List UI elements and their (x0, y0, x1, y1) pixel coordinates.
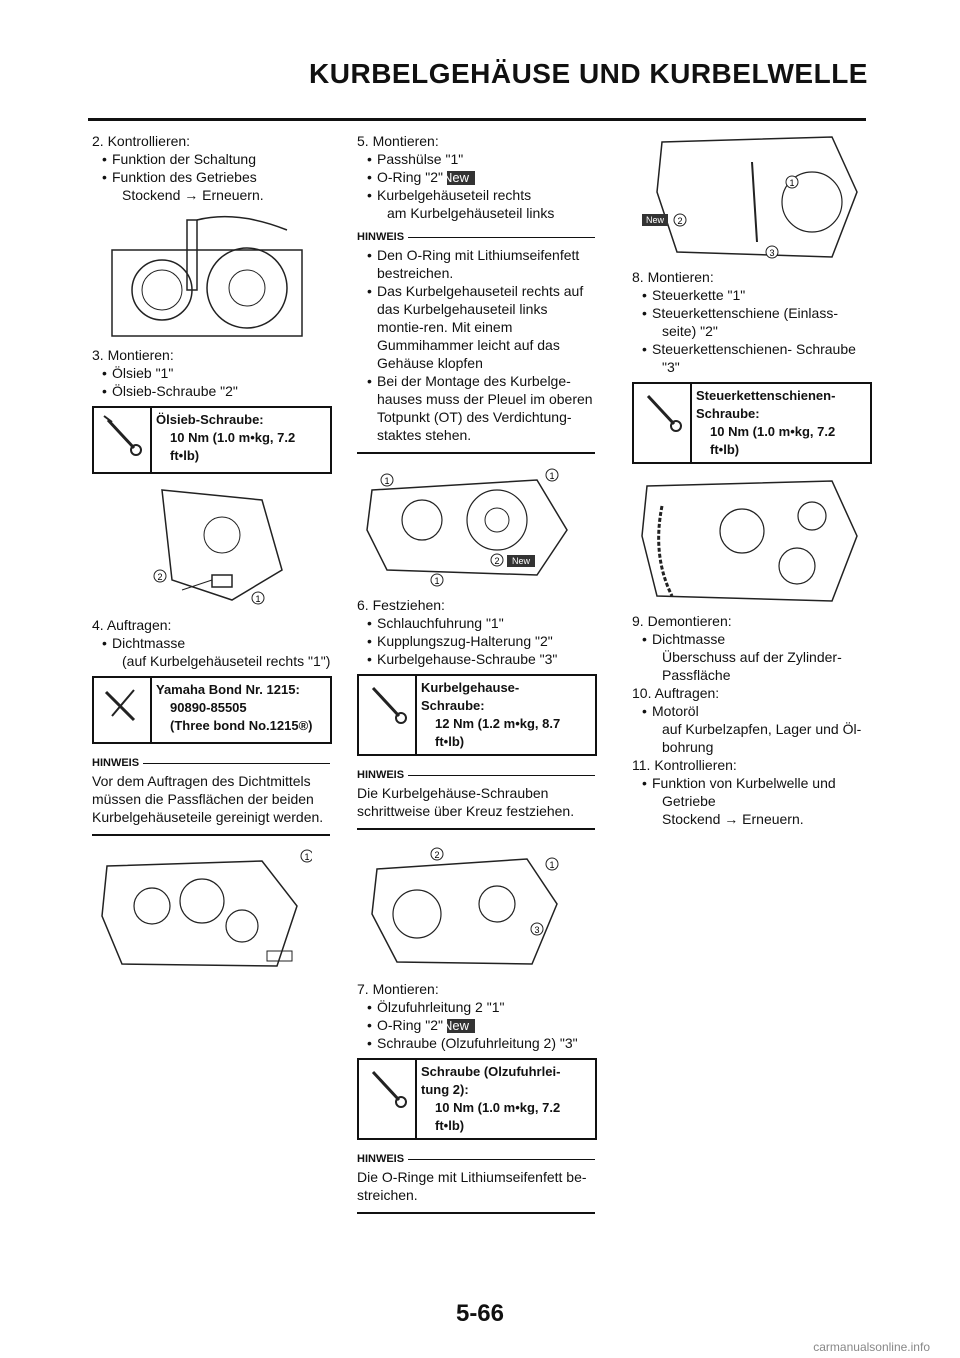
note-cross-tighten: HINWEIS Die Kurbelgehäuse-Schrauben schrittweise über Kreuz festziehen. (357, 766, 595, 830)
figure-oil-strainer (92, 480, 332, 610)
step-5-bullet-2: • O-Ring "2"New (357, 168, 602, 186)
step-11: 11. Kontrollieren: (632, 757, 737, 773)
step-3-bullet-2: • Ölsieb-Schraube "2" (92, 382, 332, 400)
note-sealant: HINWEIS Vor dem Auftragen des Dichtmittels müssen die Passflächen der beiden Kurbelgehäuseteile gereinigt werden. (92, 754, 330, 836)
step-4: 4. Auftragen: (92, 617, 172, 633)
svg-text:2: 2 (434, 850, 440, 860)
step-6-bullet-1: • Schlauchfuhrung "1" (357, 614, 602, 632)
step-6: 6. Festziehen: (357, 597, 445, 613)
svg-text:1: 1 (549, 471, 555, 481)
note-o-ring: HINWEIS • Den O-Ring mit Lithiumseifenfett bestreichen. • Das Kurbelgehauseteil rechts auf das Kurbelgehauseteil links montie-ren. Mit einem Gummihammer leicht auf das Gehäuse klopfen • Bei der Montage des Kurbelge-hauses muss der Pleuel im oberen Totpunkt (OT) des Verdichtung-staktes stehen. (357, 228, 595, 454)
svg-text:1: 1 (434, 576, 440, 586)
column-1 (92, 132, 332, 982)
step-8-bullet-2-cont: seite) "2" (662, 323, 718, 339)
sealant-icon (94, 678, 152, 742)
svg-text:2: 2 (494, 556, 500, 566)
svg-text:1: 1 (384, 476, 390, 486)
step-2-bullet-1: • Funktion der Schaltung (92, 150, 332, 168)
figure-crankcase-bolts (357, 844, 602, 974)
page-number: 5-66 (455, 1300, 505, 1327)
spec-box-steuerkettenschienen-schraube: Steuerkettenschienen- Schraube: 10 Nm (1.0 m•kg, 7.2 ft•lb) (632, 382, 872, 464)
new-badge: New (447, 1019, 475, 1033)
step-8-bullet-1: • Steuerkette "1" (632, 286, 872, 304)
svg-text:3: 3 (769, 248, 775, 258)
arrow-right-icon: → (724, 811, 739, 827)
svg-text:2: 2 (677, 216, 683, 226)
step-9: 9. Demontieren: (632, 613, 732, 629)
svg-text:3: 3 (534, 925, 540, 935)
column-3: 1 2 3 New 8. Montieren: • Steuerkette "1" • Steuerkettenschiene (Einlass- seite) "2" • Steuerkettenschienen- Schraube "3" Steuerkettenschienen- Schraube: 10 Nm (1.0 m•kg, 7.2 ft•lb) 9. Demontieren: • Dichtmasse Überschuss auf der Zylinder- Passfläche 10. Auftragen: • Motoröl auf Kurbelzapfen, Lager und Öl- bohrung 11. Kontrollieren: • Funktion von Kurbelwelle und Getriebe Stockend → Erneuern. (632, 132, 872, 828)
figure-chain-guide (632, 476, 872, 606)
step-2: 2. Kontrollieren: (92, 133, 191, 149)
torque-wrench-icon (94, 408, 152, 472)
spec-box-yamaha-bond: Yamaha Bond Nr. 1215: 90890-85505 (Three bond No.1215®) (92, 676, 332, 744)
step-5: 5. Montieren: (357, 133, 439, 149)
step-5-bullet-3: • Kurbelgehäuseteil rechts (357, 186, 602, 204)
svg-text:1: 1 (549, 860, 555, 870)
step-2-result: Stockend → Erneuern. (122, 187, 264, 203)
figure-crankcase-assembly (357, 460, 602, 590)
step-8-bullet-2: • Steuerkettenschiene (Einlass- (632, 304, 872, 322)
new-badge: New (447, 171, 475, 185)
column-2 (357, 132, 602, 1214)
spec-box-olzufuhrleitung-schraube: Schraube (Olzufuhrlei- tung 2): 10 Nm (1.0 m•kg, 7.2 ft•lb) (357, 1058, 597, 1140)
step-7-bullet-1: • Ölzufuhrleitung 2 "1" (357, 998, 602, 1016)
spec-box-kurbelgehause-schraube: Kurbelgehause- Schraube: 12 Nm (1.2 m•kg, 8.7 ft•lb) (357, 674, 597, 756)
step-7: 7. Montieren: (357, 981, 439, 997)
step-3: 3. Montieren: (92, 347, 174, 363)
new-badge: New (511, 556, 531, 566)
step-9-bullet-1: • Dichtmasse (632, 630, 872, 648)
callout-2: 2 (157, 572, 163, 582)
callout-1: 1 (255, 594, 261, 604)
figure-crankcase-right (92, 846, 332, 976)
step-10: 10. Auftragen: (632, 685, 720, 701)
step-5-detail: am Kurbelgehäuseteil links (387, 205, 555, 221)
svg-text:1: 1 (789, 178, 795, 188)
step-6-bullet-3: • Kurbelgehause-Schraube "3" (357, 650, 602, 668)
step-7-bullet-2: • O-Ring "2"New (357, 1016, 602, 1034)
step-8-bullet-3-cont: "3" (662, 359, 680, 375)
figure-shift-check (92, 210, 332, 340)
step-7-bullet-3: • Schraube (Olzufuhrleitung 2) "3" (357, 1034, 602, 1052)
step-3-bullet-1: • Ölsieb "1" (92, 364, 332, 382)
step-6-bullet-2: • Kupplungszug-Halterung "2" (357, 632, 602, 650)
footer-watermark[interactable]: carmanualsonline.info (813, 1340, 930, 1354)
arrow-right-icon: → (184, 187, 199, 203)
spec-box-oelsieb: Ölsieb-Schraube: 10 Nm (1.0 m•kg, 7.2 ft•lb) (92, 406, 332, 474)
step-11-result: Stockend → Erneuern. (662, 811, 804, 827)
step-2-bullet-2: • Funktion des Getriebes (92, 168, 332, 186)
page-title: KURBELGEHÄUSE UND KURBELWELLE (309, 58, 868, 89)
step-8: 8. Montieren: (632, 269, 714, 285)
step-4-detail: (auf Kurbelgehäuseteil rechts "1") (122, 653, 331, 669)
title-rule (88, 118, 866, 121)
torque-wrench-icon (359, 676, 417, 754)
step-5-bullet-1: • Passhülse "1" (357, 150, 602, 168)
torque-wrench-icon (634, 384, 692, 462)
step-11-bullet-1: • Funktion von Kurbelwelle und (632, 774, 872, 792)
note-o-rings-grease: HINWEIS Die O-Ringe mit Lithiumseifenfett be-streichen. (357, 1150, 595, 1214)
new-badge: New (645, 215, 665, 225)
step-8-bullet-3: • Steuerkettenschienen- Schraube (632, 340, 872, 358)
step-4-bullet-1: • Dichtmasse (92, 634, 332, 652)
torque-wrench-icon (359, 1060, 417, 1138)
figure-timing-chain (632, 132, 872, 262)
step-10-bullet-1: • Motoröl (632, 702, 872, 720)
callout-1: 1 (304, 852, 310, 862)
